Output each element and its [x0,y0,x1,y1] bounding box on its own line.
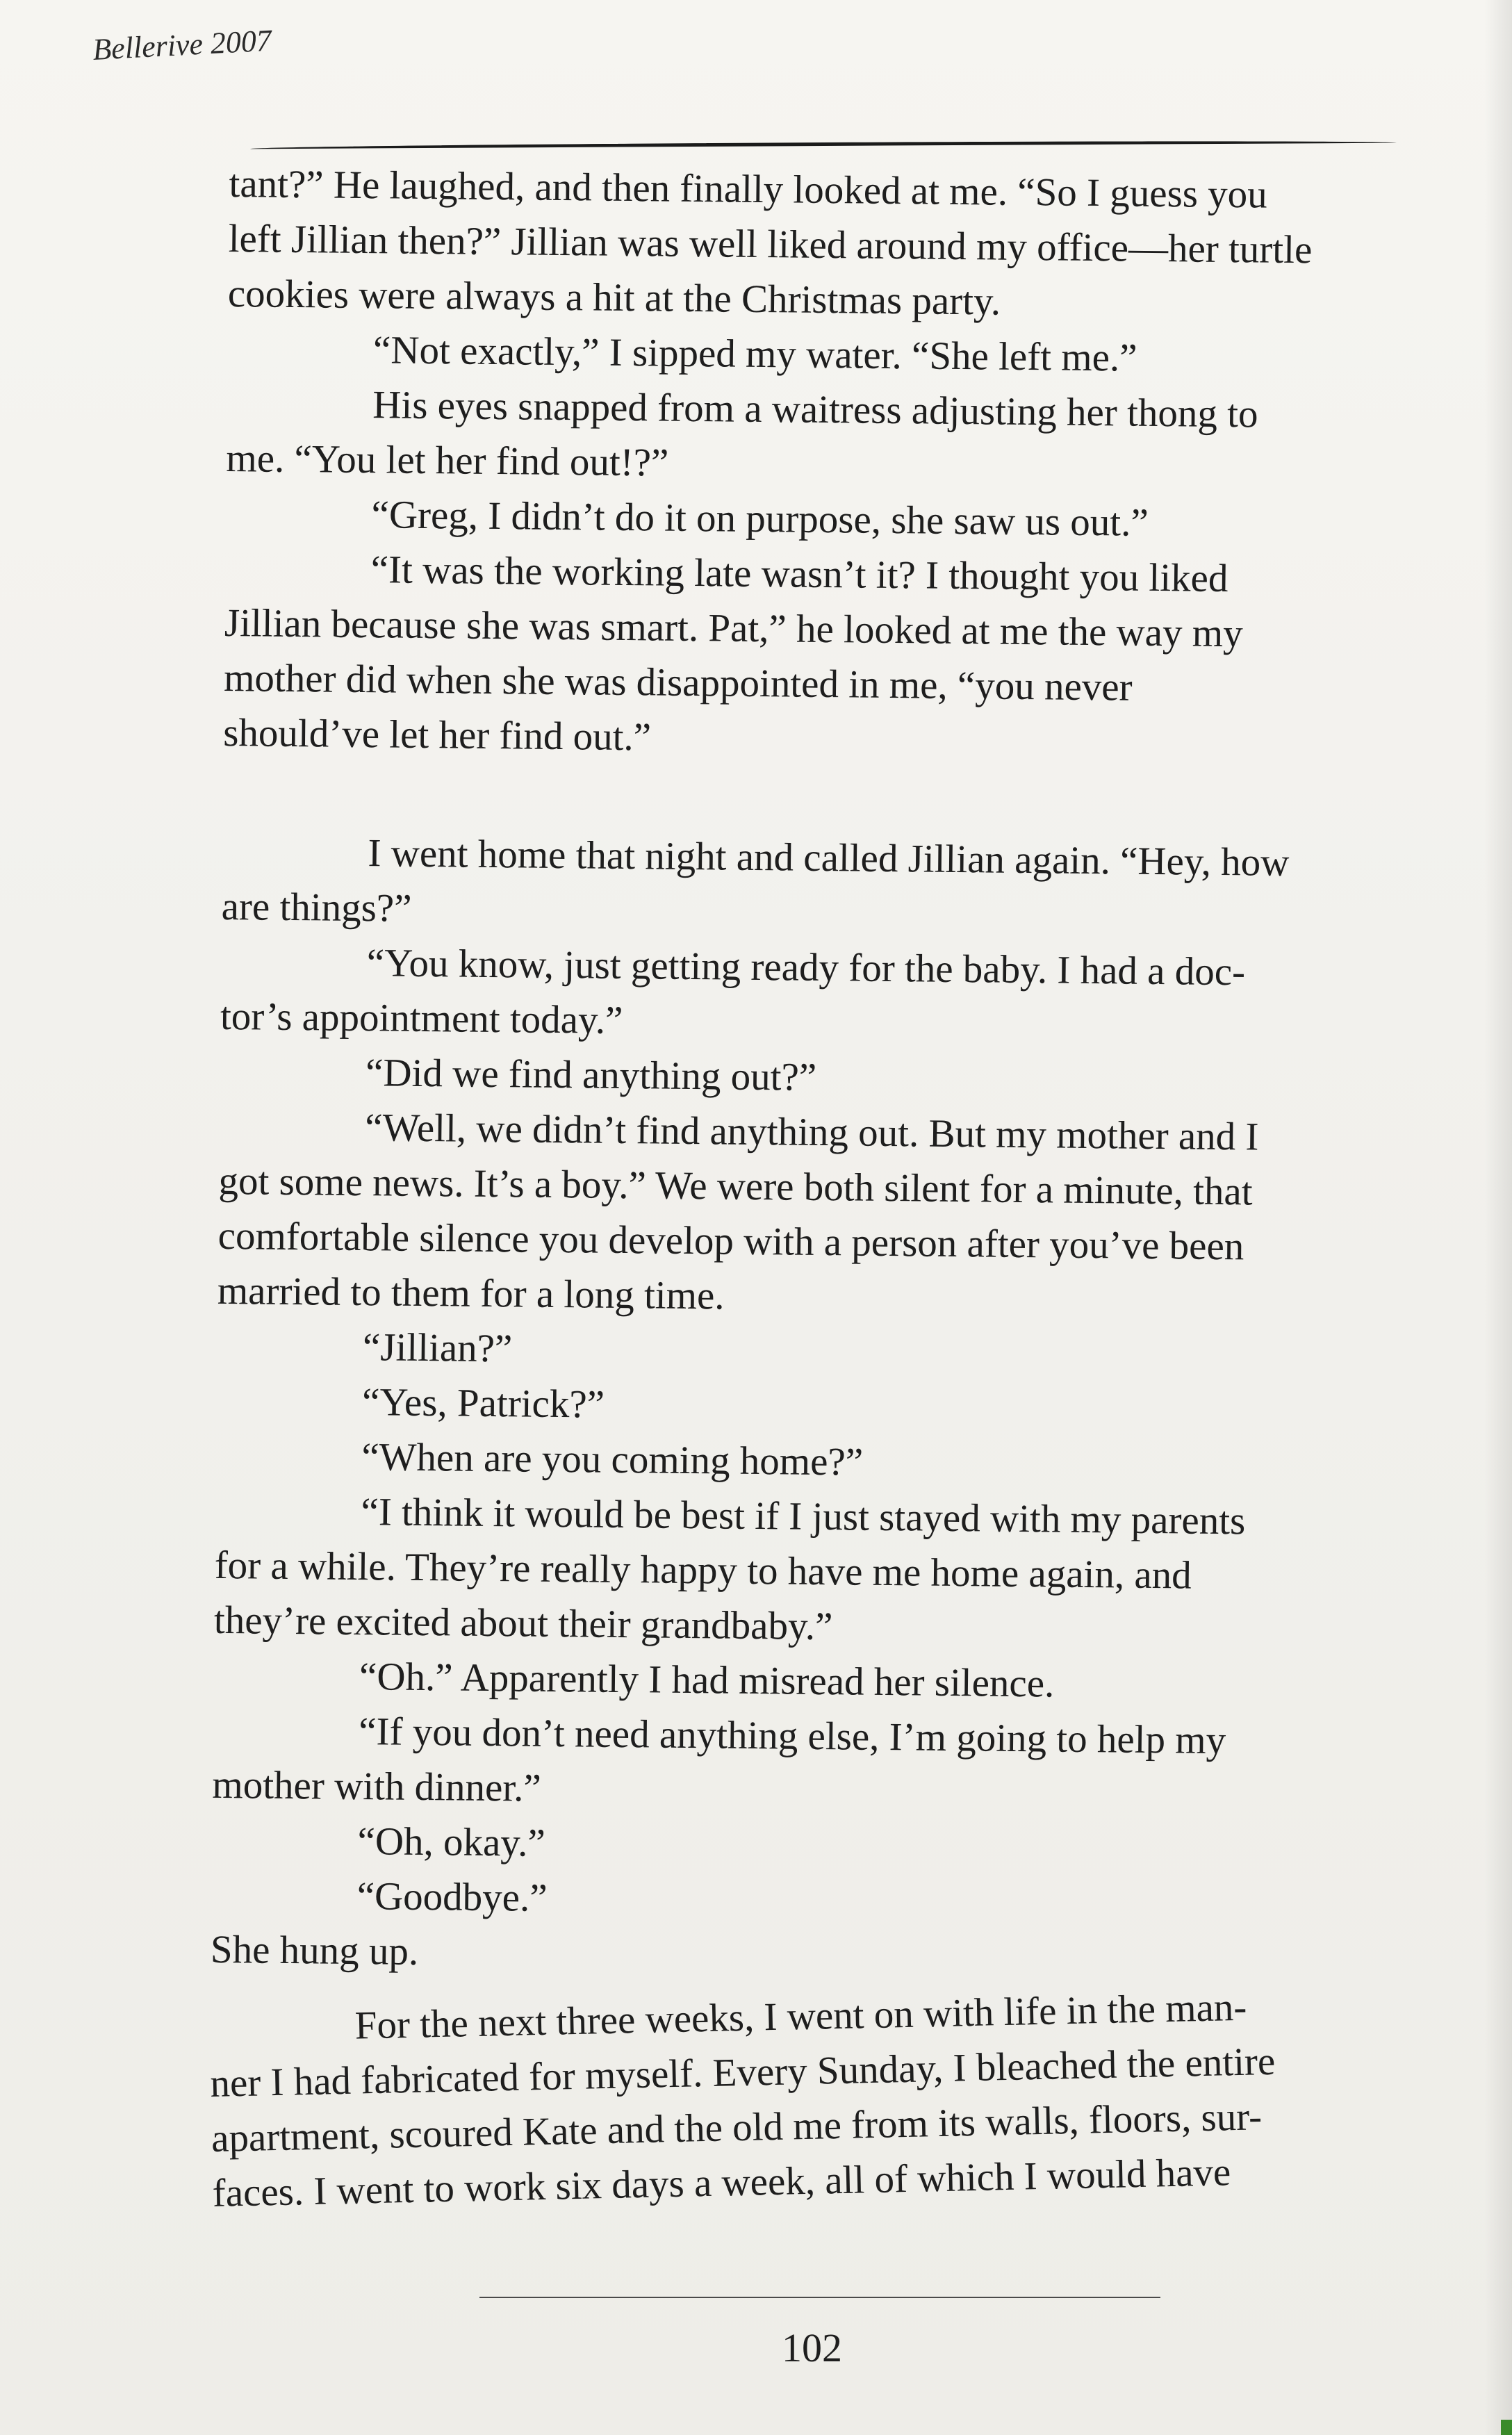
text-line: for a while. They’re really happy to have me home again, and [214,1543,1192,1598]
text-line: are things?” [221,884,412,930]
text-line: me. “You let her find out!?” [226,436,669,485]
text-line: mother with dinner.” [212,1762,542,1810]
text-line: “Well, we didn’t find anything out. But my mother and I [365,1106,1259,1159]
text-line: ner I had fabricated for myself. Every Sunday, I bleached the entire [209,2039,1276,2106]
text-line: “Greg, I didn’t do it on purpose, she saw us out.” [371,493,1149,545]
paragraph-gap [222,760,1404,837]
page-edge-shadow [1484,0,1512,2435]
text-line: tant?” He laughed, and then finally looked at me. “So I guess you [229,161,1268,217]
text-line: tor’s appointment today.” [220,994,623,1042]
text-line: Jillian because she was smart. Pat,” he looked at me the way my [224,600,1243,656]
text-line: comfortable silence you develop with a person after you’ve been [217,1213,1244,1269]
text-line: “Oh.” Apparently I had misread her silence. [359,1655,1055,1706]
text-line: “Oh, okay.” [357,1819,546,1865]
text-line: apartment, scoured Kate and the old me from its walls, floors, sur- [211,2094,1263,2161]
body-text-continued [208,1976,1408,2221]
text-line: For the next three weeks, I went on with life in the man- [354,1985,1247,2048]
text-line: cookies were always a hit at the Christmas party. [227,271,1001,324]
text-line: “It was the working late wasn’t it? I thought you liked [370,548,1228,601]
text-line: “Goodbye.” [356,1874,548,1920]
running-head: Bellerive 2007 [92,23,273,67]
text-line: got some news. It’s a boy.” We were both silent for a minute, that [218,1158,1253,1214]
text-line: faces. I went to work six days a week, all of which I would have [212,2150,1231,2215]
text-line: “Not exactly,” I sipped my water. “She left me.” [372,328,1137,380]
text-line: left Jillian then?” Jillian was well liked around my office—her turtle [228,216,1313,272]
text-line: mother did when she was disappointed in me, “you never [223,655,1133,710]
text-line: they’re excited about their grandbaby.” [213,1598,833,1649]
footer-rule [479,2297,1160,2298]
text-line: His eyes snapped from a waitress adjusting her thong to [372,383,1258,436]
body-text [211,156,1411,1990]
text-line: “You know, just getting ready for the baby. I had a doc- [366,941,1246,994]
text-line: “When are you coming home?” [361,1435,864,1484]
text-line: should’ve let her find out.” [222,710,652,760]
page-number: 102 [782,2325,842,2370]
text-line: “Did we find anything out?” [365,1051,817,1099]
text-line: I went home that night and called Jillian again. “Hey, how [368,831,1290,885]
header-rule [250,140,1397,149]
text-line: She hung up. [210,1927,419,1974]
text-line: “Yes, Patrick?” [361,1380,605,1427]
text-line: married to them for a long time. [217,1268,725,1318]
corner-color-mark [1501,2420,1512,2435]
text-line: “I think it would be best if I just stayed with my parents [361,1490,1246,1543]
text-line: “Jillian?” [362,1325,513,1371]
text-line: “If you don’t need anything else, I’m going to help my [358,1710,1226,1763]
